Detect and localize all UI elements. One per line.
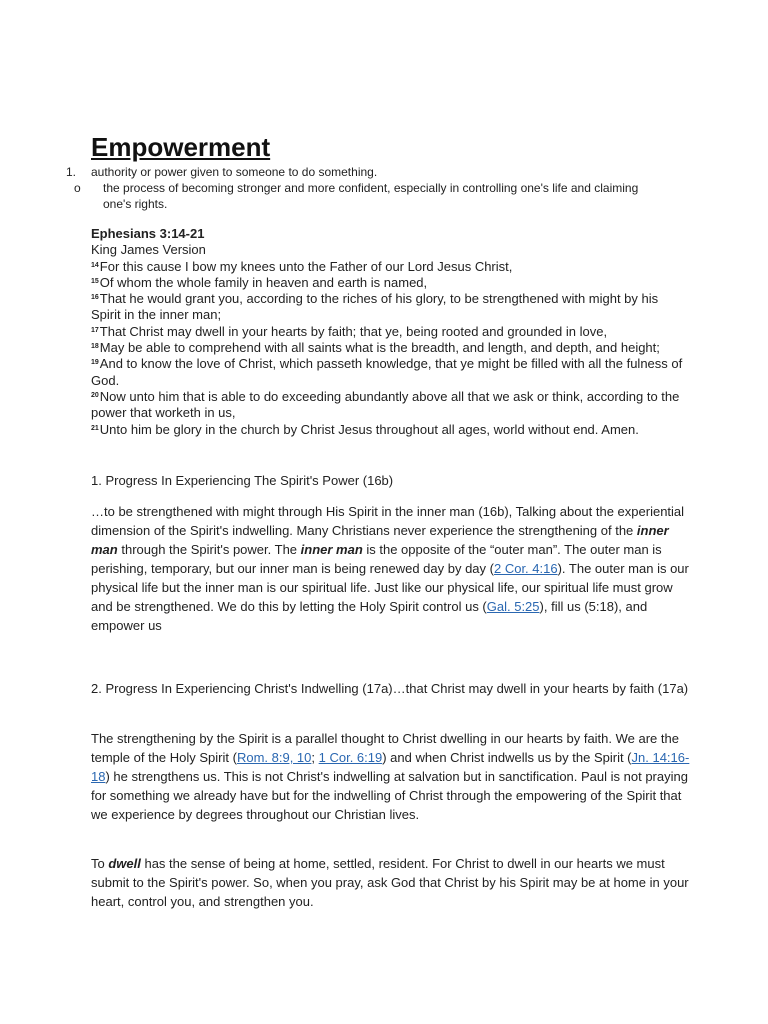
link-gal-5-25[interactable]: Gal. 5:25: [486, 599, 540, 614]
verse-number: 17: [91, 326, 99, 334]
verse-number: 21: [91, 424, 99, 432]
text-run: ). The outer man is our physical life but the inner man is our spiritual life. Just like our physical life, our spiritual life must grow and be strengthened. We do this by letting the Holy Spirit control us (: [91, 561, 689, 614]
definition-text: authority or power given to someone to do something.: [91, 165, 378, 179]
section-1-heading: 1. Progress In Experiencing The Spirit's Power (16b): [91, 473, 394, 488]
scripture-version: King James Version: [91, 242, 206, 258]
verse-text: May be able to comprehend with all saints what is the breadth, and length, and depth, and height;: [99, 340, 660, 356]
verse: [91, 291, 691, 324]
section-1-paragraph: [91, 502, 691, 635]
definition-bullet: o: [74, 181, 81, 195]
emphasis-inner-man: inner man: [91, 523, 669, 557]
verse: [91, 259, 691, 275]
verse-text: That he would grant you, according to the riches of his glory, to be strengthened with might by his Spirit in the inner man;: [91, 291, 659, 323]
verse-number: 18: [91, 343, 99, 351]
verse-number: 19: [91, 359, 99, 367]
section-2-heading: 2. Progress In Experiencing Christ's Indwelling (17a)…that Christ may dwell in your hearts by faith (17a): [91, 681, 689, 696]
text-run: …to be strengthened with might through His Spirit in the inner man (16b), Talking about the experiential dimension of the Spirit's indwelling. Many Christians never experience the strengthening of the: [91, 504, 685, 538]
verse: [91, 275, 691, 291]
verse-text: Now unto him that is able to do exceeding abundantly above all that we ask or think, according to the power that worketh in us,: [91, 388, 680, 421]
verse: [91, 356, 691, 389]
text-run: ) he strengthens us. This is not Christ's indwelling at salvation but in sanctification. Paul is not praying for something we already have but for the indwelling of Christ through the empowering of the Spirit that we experience by degrees throughout our Christian lives.: [91, 769, 688, 822]
text-run: ) and when Christ indwells us by the Spirit (: [382, 750, 632, 765]
definition-number: 1.: [66, 165, 77, 179]
scripture-reference: Ephesians 3:14-21: [91, 226, 205, 241]
verse-number: 16: [91, 294, 99, 302]
verse: [91, 422, 691, 438]
verse: [91, 340, 691, 356]
verse-text: That Christ may dwell in your hearts by faith; that ye, being rooted and grounded in love,: [99, 323, 608, 339]
verse: [91, 324, 691, 340]
text-run: through the Spirit's power. The: [117, 542, 301, 557]
text-run: ), fill us (5:18), and empower us: [91, 599, 648, 633]
text-run: is the opposite of the “outer man”. The outer man is perishing, temporary, but our inner man is being renewed day by day (: [91, 542, 662, 576]
text-run: has the sense of being at home, settled, resident. For Christ to dwell in our hearts we must submit to the Spirit's power. So, when you pray, ask God that Christ by his Spirit may be at home in your heart, control you, and strengthen you.: [91, 856, 689, 909]
section-3-paragraph: [91, 854, 691, 911]
definition-subtext: the process of becoming stronger and more confident, especially in controlling one's life and claiming one's rights.: [103, 181, 639, 211]
link-2-cor-4-16[interactable]: 2 Cor. 4:16: [493, 561, 558, 576]
verse-text: For this cause I bow my knees unto the Father of our Lord Jesus Christ,: [99, 258, 513, 274]
text-run: To: [91, 856, 109, 871]
emphasis-dwell: dwell: [108, 856, 141, 871]
text-run: The strengthening by the Spirit is a parallel thought to Christ dwelling in our hearts by faith. We are the temple of the Holy Spirit (: [91, 731, 679, 765]
page-title: Empowerment: [91, 132, 271, 162]
scripture-block: [91, 226, 691, 438]
verse-text: And to know the love of Christ, which passeth knowledge, that ye might be filled with all the fulness of God.: [91, 356, 683, 388]
verse-text: Of whom the whole family in heaven and earth is named,: [99, 274, 428, 290]
link-jn-14-16-18[interactable]: Jn. 14:16-18: [91, 750, 690, 784]
verse-text: Unto him be glory in the church by Christ Jesus throughout all ages, world without end. Amen.: [99, 421, 639, 437]
section-2-paragraph: [91, 729, 691, 824]
verse-number: 20: [91, 391, 99, 399]
verse: [91, 389, 691, 422]
text-run: ;: [311, 750, 319, 765]
link-1-cor-6-19[interactable]: 1 Cor. 6:19: [318, 750, 383, 765]
link-rom-8-9-10[interactable]: Rom. 8:9, 10: [236, 750, 312, 765]
emphasis-inner-man: inner man: [300, 542, 363, 557]
verse-number: 15: [91, 277, 99, 285]
verse-number: 14: [91, 261, 99, 269]
